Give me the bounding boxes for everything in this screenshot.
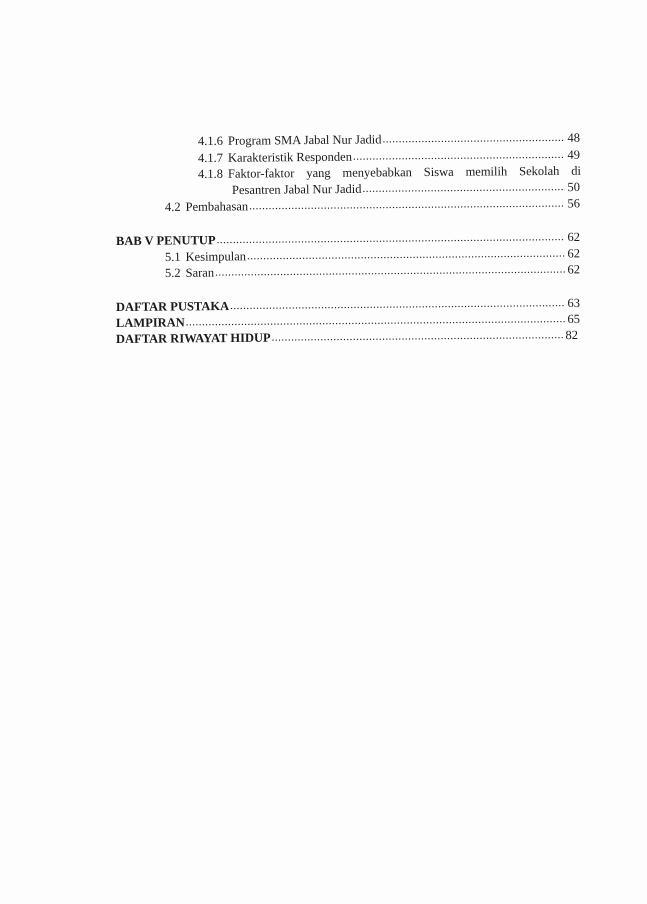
toc-entry-page: 49 [567, 147, 581, 162]
toc-entry-daftar-riwayat-hidup [116, 328, 578, 348]
toc-entry-page: 62 [567, 246, 581, 261]
toc-entry-label: Kesimpulan [185, 249, 247, 264]
toc-entry-4-2 [165, 196, 580, 216]
toc-entry-label: DAFTAR RIWAYAT HIDUP [115, 330, 271, 346]
dot-leader [353, 147, 565, 165]
toc-entry-label: DAFTAR PUSTAKA [115, 299, 230, 314]
toc-entry-page: 62 [567, 229, 581, 245]
toc-entry-number: 4.1.7 [197, 150, 224, 165]
dot-leader [272, 327, 563, 346]
toc-entry-label: Karakteristik Responden [227, 149, 352, 165]
toc-entry-page: 48 [567, 130, 581, 145]
toc-entry-number: 4.2 [164, 199, 181, 214]
dot-leader [362, 179, 565, 197]
toc-entry-page: 50 [567, 179, 581, 195]
toc-entry-number: 4.1.6 [197, 133, 224, 148]
toc-entry-number: 4.1.8 [197, 166, 224, 181]
toc-entry-label: BAB V PENUTUP [115, 233, 216, 248]
toc-entry-page: 82 [565, 327, 579, 343]
toc-entry-number: 5.1 [164, 249, 181, 264]
toc-entry-label: LAMPIRAN [115, 315, 185, 330]
dot-leader [215, 262, 565, 281]
toc-entry-page: 62 [567, 262, 581, 277]
toc-entry-page: 65 [567, 311, 581, 327]
dot-leader [249, 196, 565, 215]
toc-entry-label: Faktor-faktor yang menyebabkan Siswa memilih Sekolah di [227, 163, 582, 181]
toc-entry-label: Program SMA Jabal Nur Jadid [227, 132, 382, 148]
toc-entry-label: Saran [185, 265, 215, 280]
toc-entry-number: 5.2 [164, 265, 181, 280]
toc-entry-label: Pembahasan [185, 199, 249, 214]
toc-entry-page: 56 [567, 196, 581, 211]
dot-leader [382, 130, 565, 148]
toc-entry-5-2 [165, 262, 580, 282]
toc-entry-page: 63 [567, 295, 581, 311]
toc-entry-label: Pesantren Jabal Nur Jadid [231, 181, 362, 197]
